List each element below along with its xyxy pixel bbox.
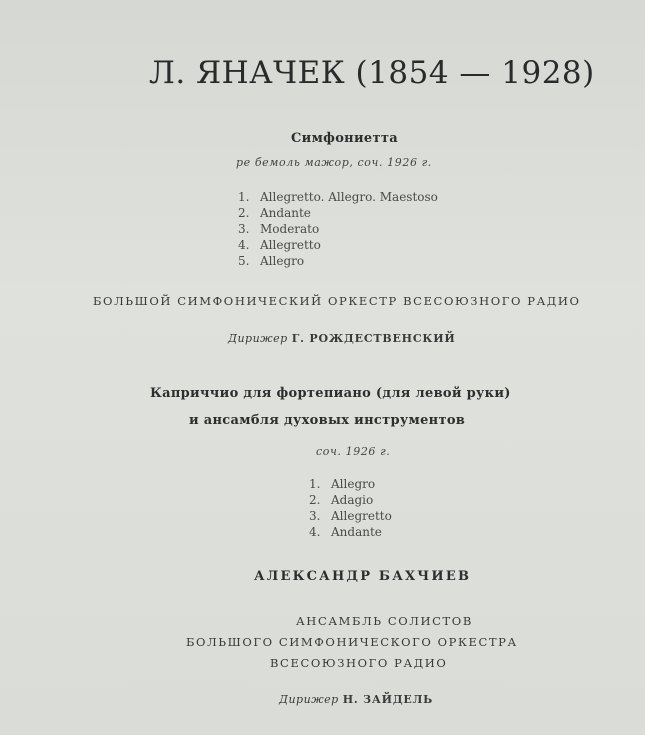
movement-number: 1.: [238, 190, 250, 204]
movement-name: Allegretto: [260, 238, 321, 252]
movement-item: [238, 237, 438, 253]
movement-name: Moderato: [260, 222, 320, 236]
movement-item: [238, 253, 438, 269]
conductor-role: Дирижер: [279, 693, 339, 706]
ensemble-line3: ВСЕСОЮЗНОГО РАДИО: [270, 656, 448, 670]
work1-orchestra: БОЛЬШОЙ СИМФОНИЧЕСКИЙ ОРКЕСТР ВСЕСОЮЗНОГО РАДИО: [93, 294, 581, 308]
ensemble-line1: АНСАМБЛЬ СОЛИСТОВ: [296, 614, 473, 628]
conductor-name: Н. ЗАЙДЕЛЬ: [342, 693, 434, 706]
movement-item: [309, 476, 392, 492]
movement-number: 3.: [309, 509, 321, 523]
conductor-role: Дирижер: [228, 332, 288, 345]
movement-item: [238, 189, 438, 205]
work1-conductor: [228, 332, 456, 345]
movement-name: Allegro: [260, 254, 305, 268]
movement-name: Andante: [331, 525, 382, 539]
movement-name: Allegretto: [331, 509, 392, 523]
movement-number: 4.: [238, 238, 250, 252]
work2-title-line2: и ансамбля духовых инструментов: [189, 413, 466, 428]
movement-name: Adagio: [331, 493, 374, 507]
work1-subtitle: ре бемоль мажор, соч. 1926 г.: [236, 156, 432, 169]
work1-movement-list: [238, 189, 438, 269]
movement-item: [238, 205, 438, 221]
movement-number: 5.: [238, 254, 250, 268]
movement-name: Andante: [260, 206, 311, 220]
work2-conductor: [279, 693, 433, 706]
soloist-name: АЛЕКСАНДР БАХЧИЕВ: [254, 569, 472, 584]
movement-item: [309, 492, 392, 508]
work2-movement-list: [309, 476, 392, 540]
movement-item: [309, 524, 392, 540]
movement-number: 1.: [309, 477, 321, 491]
movement-number: 2.: [238, 206, 250, 220]
work2-title-line1: Каприччио для фортепиано (для левой руки): [150, 386, 511, 401]
ensemble-line2: БОЛЬШОГО СИМФОНИЧЕСКОГО ОРКЕСТРА: [186, 635, 518, 649]
movement-number: 4.: [309, 525, 321, 539]
movement-item: [309, 508, 392, 524]
work1-title: Симфониетта: [291, 131, 398, 146]
movement-name: Allegro: [331, 477, 376, 491]
conductor-name: Г. РОЖДЕСТВЕНСКИЙ: [291, 332, 456, 345]
movement-name: Allegretto. Allegro. Maestoso: [260, 190, 438, 204]
work2-subtitle: соч. 1926 г.: [316, 445, 391, 458]
movement-item: [238, 221, 438, 237]
movement-number: 3.: [238, 222, 250, 236]
movement-number: 2.: [309, 493, 321, 507]
composer-heading: Л. ЯНАЧЕК (1854 — 1928): [149, 55, 595, 91]
